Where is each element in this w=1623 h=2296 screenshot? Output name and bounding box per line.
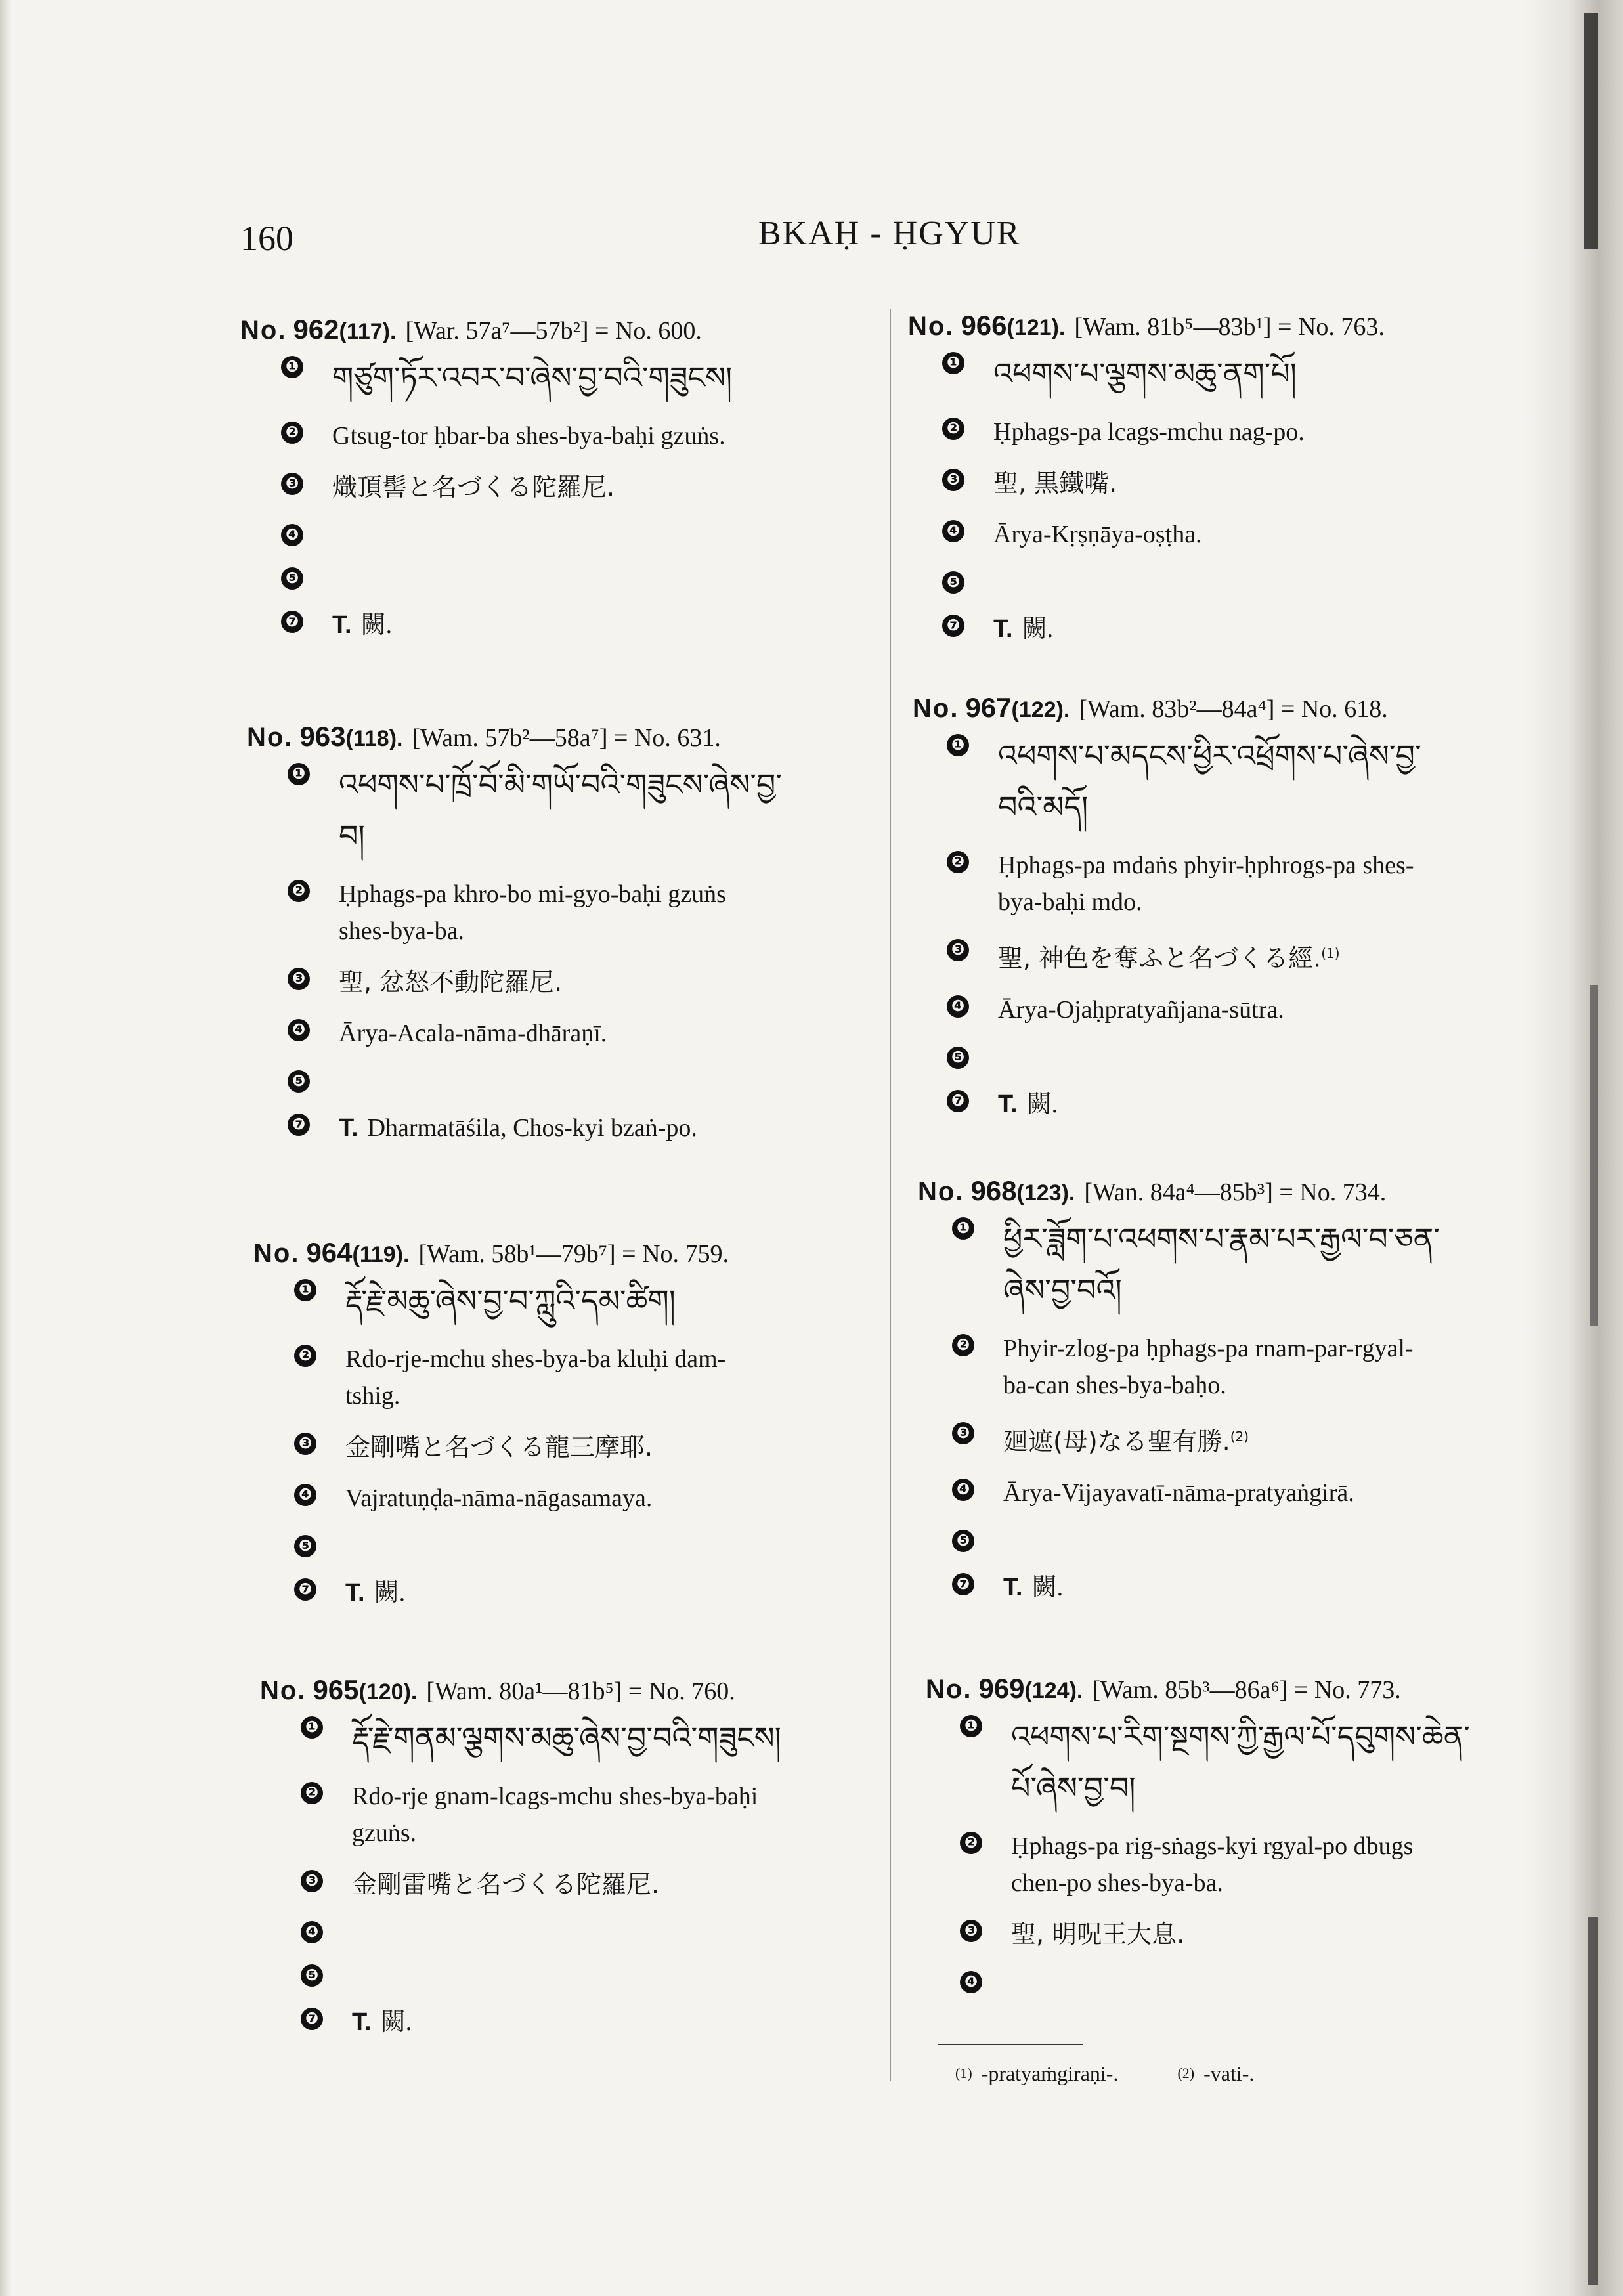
japanese-title: 聖, 忿怒不動陀羅尼.: [339, 968, 563, 997]
marker-7-icon: ❼: [288, 1114, 310, 1136]
marker-1-icon: ❶: [942, 352, 964, 374]
marker-1-icon: ❶: [294, 1279, 316, 1301]
marker-2-icon: ❷: [952, 1334, 974, 1356]
entry-header: No. 964(119). [Wam. 58b¹—79b⁷] = No. 759.: [253, 1237, 729, 1268]
marker-7-icon: ❼: [294, 1578, 316, 1601]
item-japanese: [294, 1429, 890, 1465]
spine-mark-top: [1584, 13, 1598, 249]
marker-2-icon: ❷: [942, 418, 964, 440]
item-translator: [952, 1569, 1548, 1606]
transliteration: Phyir-zlog-pa ḥphags-pa rnam-par-rgyal- ba-can shes-bya-baḥo.: [1003, 1335, 1414, 1399]
marker-2-icon: ❷: [281, 422, 303, 444]
item-5: [288, 1066, 884, 1095]
marker-5-icon: ❺: [281, 567, 303, 590]
translator: T. 闕.: [332, 611, 393, 639]
marker-1-icon: ❶: [947, 734, 969, 756]
marker-7-icon: ❼: [301, 2008, 323, 2030]
item-sanskrit: [960, 1967, 1556, 1996]
japanese-title: 金剛嘴と名づくる龍三摩耶.: [345, 1433, 653, 1462]
marker-4-icon: ❹: [281, 524, 303, 546]
tibetan-title: འཕགས་པ་མདངས་ཕྱིར་འཕྲོགས་པ་ཞེས་བྱ་ བའི་མདོ།: [998, 738, 1421, 825]
item-sanskrit: [947, 991, 1543, 1028]
spine-mark-middle: [1590, 985, 1598, 1326]
item-translator: [281, 607, 877, 643]
item-japanese: [301, 1866, 897, 1903]
entry-header: No. 963(118). [Wam. 57b²—58a⁷] = No. 631.: [247, 721, 721, 752]
japanese-title: 聖, 明呪王大息.: [1011, 1920, 1185, 1949]
entry-items: [260, 1712, 897, 2041]
item-sanskrit: [294, 1480, 890, 1517]
marker-3-icon: ❸: [947, 939, 969, 961]
item-transliteration: [947, 847, 1543, 921]
marker-2-icon: ❷: [294, 1345, 316, 1367]
entry-962: [240, 314, 877, 643]
marker-4-icon: ❹: [952, 1479, 974, 1501]
item-5: [301, 1960, 897, 1989]
japanese-title: 聖, 黒鐵嘴.: [993, 469, 1117, 498]
sanskrit-title: Vajratuṇḍa-nāma-nāgasamaya.: [345, 1484, 653, 1512]
transliteration: Ḥphags-pa khro-bo mi-gyo-baḥi gzuṅs shes-bya-ba.: [339, 880, 726, 945]
sanskrit-title: Ārya-Ojaḥpratyañjana-sūtra.: [998, 995, 1284, 1024]
item-japanese: [281, 469, 877, 506]
marker-4-icon: ❹: [301, 1921, 323, 1943]
marker-4-icon: ❹: [947, 995, 969, 1018]
sanskrit-title: [332, 520, 877, 549]
item-5: [952, 1526, 1548, 1555]
entry-items: [240, 352, 877, 643]
item-transliteration: [281, 418, 877, 454]
tibetan-title: འཕགས་པ་ལྕགས་མཆུ་ནག་པོ།: [993, 356, 1297, 391]
footnote-ref: (1): [1321, 945, 1340, 961]
entry-reference: [Wam. 83b²—84a⁴] = No. 618.: [1079, 695, 1388, 723]
entry-header: No. 966(121). [Wam. 81b⁵—83b¹] = No. 763.: [908, 310, 1385, 341]
japanese-title: 聖, 神色を奪ふと名づくる經.$^{(1)}$: [998, 943, 1340, 973]
item-tibetan: [288, 759, 884, 861]
entry-reference: [Wam. 85b³—86a⁶] = No. 773.: [1092, 1676, 1401, 1704]
item-japanese: [288, 964, 884, 1001]
marker-2-icon: ❷: [960, 1832, 982, 1854]
translator: T. 闕.: [345, 1579, 406, 1607]
translator: T. 闕.: [993, 615, 1054, 643]
entry-items: [908, 348, 1538, 647]
translator: T. 闕.: [998, 1090, 1058, 1118]
item-tibetan: [294, 1275, 890, 1326]
tibetan-title: རྡོ་རྗེ་གནམ་ལྕགས་མཆུ་ཞེས་བྱ་བའི་གཟུངས།: [352, 1720, 781, 1756]
item-transliteration: [942, 414, 1538, 450]
marker-3-icon: ❸: [288, 968, 310, 990]
entry-subnumber: (117).: [339, 319, 397, 344]
entry-969: [926, 1673, 1556, 1996]
entry-967: [913, 692, 1543, 1123]
item-5: [947, 1043, 1543, 1072]
entry-header: No. 965(120). [Wam. 80a¹—81b⁵] = No. 760.: [260, 1674, 735, 1705]
tibetan-title: འཕགས་པ་རིག་སྔགས་ཀྱི་རྒྱལ་པོ་དབུགས་ཆེན་ པོ་ཞེས་བྱ་བ།: [1011, 1719, 1470, 1806]
translator: T. Dharmatāśila, Chos-kyi bzaṅ-po.: [339, 1114, 697, 1142]
item-sanskrit: [281, 520, 877, 549]
marker-5-icon: ❺: [294, 1535, 316, 1557]
item-5: [281, 563, 877, 592]
sanskrit-title: Ārya-Kṛṣṇāya-oṣṭha.: [993, 521, 1202, 548]
item-translator: [947, 1086, 1543, 1123]
entry-966: [908, 310, 1538, 647]
entry-number: 962: [293, 314, 339, 345]
marker-4-icon: ❹: [942, 520, 964, 542]
tibetan-title: འཕགས་པ་ཁྲོ་བོ་མི་གཡོ་བའི་གཟུངས་ཞེས་བྱ་ བ།: [339, 767, 783, 854]
marker-5-icon: ❺: [952, 1530, 974, 1552]
entry-header: No. 967(122). [Wam. 83b²—84a⁴] = No. 618.: [913, 692, 1388, 723]
transliteration: Ḥphags-pa rig-sṅags-kyi rgyal-po dbugs chen-po shes-bya-ba.: [1011, 1832, 1414, 1897]
marker-1-icon: ❶: [952, 1217, 974, 1240]
marker-3-icon: ❸: [281, 473, 303, 495]
footnote-1-mark: (1): [955, 2065, 972, 2081]
entry-items: [253, 1275, 890, 1611]
entry-header: No. 969(124). [Wam. 85b³—86a⁶] = No. 773.: [926, 1673, 1401, 1704]
item-tibetan: [947, 730, 1543, 833]
entry-header: No. 968(123). [Wan. 84a⁴—85b³] = No. 734.: [918, 1175, 1387, 1206]
item-transliteration: [288, 876, 884, 949]
transliteration: Rdo-rje gnam-lcags-mchu shes-bya-baḥi gzuṅs.: [352, 1783, 758, 1847]
marker-1-icon: ❶: [960, 1715, 982, 1737]
marker-1-icon: ❶: [288, 763, 310, 785]
marker-7-icon: ❼: [947, 1090, 969, 1112]
japanese-title: 金剛雷嘴と名づくる陀羅尼.: [352, 1870, 660, 1899]
item-tibetan: [960, 1711, 1556, 1813]
entry-968: [918, 1175, 1548, 1606]
tibetan-title: རྡོ་རྗེ་མཆུ་ཞེས་བྱ་བ་ཀླུའི་དམ་ཚིག།: [345, 1283, 676, 1318]
entry-header: [240, 314, 877, 345]
marker-2-icon: ❷: [288, 880, 310, 902]
entry-reference: [Wam. 80a¹—81b⁵] = No. 760.: [426, 1678, 735, 1705]
item-transliteration: [952, 1330, 1548, 1404]
marker-2-icon: ❷: [947, 851, 969, 873]
japanese-title: 廻遮(母)なる聖有勝.$^{(2)}$: [1003, 1427, 1249, 1456]
footnote-ref: (2): [1230, 1429, 1249, 1444]
entry-963: [247, 721, 884, 1146]
entry-reference: [Wam. 58b¹—79b⁷] = No. 759.: [418, 1240, 729, 1268]
marker-2-icon: ❷: [301, 1782, 323, 1804]
running-head: BKAḤ - ḤGYUR: [758, 215, 1021, 252]
no-label: No.: [240, 316, 287, 345]
transliteration: Ḥphags-pa lcags-mchu nag-po.: [993, 418, 1305, 446]
marker-4-icon: ❹: [288, 1019, 310, 1041]
item-tibetan: [301, 1712, 897, 1764]
item-sanskrit: [288, 1015, 884, 1052]
marker-4-icon: ❹: [960, 1971, 982, 1993]
marker-1-icon: ❶: [301, 1716, 323, 1739]
item-transliteration: [294, 1341, 890, 1414]
item-tibetan: [952, 1213, 1548, 1316]
item-translator: [301, 2004, 897, 2041]
marker-3-icon: ❸: [942, 469, 964, 491]
item-japanese: [942, 465, 1538, 502]
marker-3-icon: ❸: [301, 1870, 323, 1892]
marker-3-icon: ❸: [294, 1433, 316, 1455]
item-japanese: [960, 1916, 1556, 1953]
item-5: [942, 567, 1538, 596]
entry-reference: [Wan. 84a⁴—85b³] = No. 734.: [1084, 1179, 1387, 1206]
item-japanese: [947, 935, 1543, 977]
transliteration: Gtsug-tor ḥbar-ba shes-bya-baḥi gzuṅs.: [332, 422, 725, 450]
entry-items: [926, 1711, 1556, 1996]
entry-964: [253, 1237, 890, 1611]
entry-items: [918, 1213, 1548, 1606]
marker-4-icon: ❹: [294, 1484, 316, 1506]
item-sanskrit: [952, 1475, 1548, 1511]
item-translator: [942, 611, 1538, 647]
item-5: [294, 1531, 890, 1560]
item-sanskrit: [301, 1917, 897, 1946]
marker-5-icon: ❺: [301, 1964, 323, 1987]
item-translator: [288, 1110, 884, 1146]
entry-965: [260, 1674, 897, 2041]
entry-items: [913, 730, 1543, 1123]
spine-mark-bottom: [1588, 1917, 1598, 2285]
page-number: 160: [240, 219, 293, 258]
footnote-1-text: -pratyaṁgiraṇi-.: [981, 2062, 1119, 2085]
item-tibetan: [281, 352, 877, 403]
item-translator: [294, 1574, 890, 1611]
marker-3-icon: ❸: [960, 1920, 982, 1942]
marker-1-icon: ❶: [281, 356, 303, 378]
footnote-2-text: -vati-.: [1203, 2062, 1255, 2085]
marker-5-icon: ❺: [947, 1047, 969, 1069]
entry-reference: [Wam. 57b²—58a⁷] = No. 631.: [412, 724, 721, 752]
sanskrit-title: Ārya-Acala-nāma-dhāraṇī.: [339, 1020, 607, 1047]
footnote-2-mark: (2): [1177, 2065, 1195, 2081]
transliteration: Rdo-rje-mchu shes-bya-ba kluḥi dam- tshig.: [345, 1345, 726, 1410]
marker-7-icon: ❼: [942, 615, 964, 637]
tibetan-title: ཕྱིར་ཟློག་པ་འཕགས་པ་རྣམ་པར་རྒྱལ་བ་ཅན་ ཞེས་བྱ་བའོ།: [1003, 1221, 1440, 1308]
entry-reference: [Wam. 81b⁵—83b¹] = No. 763.: [1074, 313, 1385, 341]
marker-5-icon: ❺: [942, 571, 964, 594]
item-transliteration: [960, 1828, 1556, 1901]
item-sanskrit: [942, 516, 1538, 553]
marker-5-icon: ❺: [288, 1070, 310, 1093]
transliteration: Ḥphags-pa mdaṅs phyir-ḥphrogs-pa shes- bya-baḥi mdo.: [998, 852, 1414, 916]
marker-7-icon: ❼: [952, 1573, 974, 1595]
japanese-title: 熾頂髻と名づくる陀羅尼.: [332, 473, 615, 502]
entry-items: [247, 759, 884, 1146]
marker-7-icon: ❼: [281, 611, 303, 633]
translator: T. 闕.: [352, 2008, 412, 2036]
footnotes: [955, 2062, 1254, 2086]
marker-3-icon: ❸: [952, 1422, 974, 1444]
tibetan-title: གཙུག་ཏོར་འབར་བ་ཞེས་བྱ་བའི་གཟུངས།: [332, 360, 733, 395]
translator: T. 闕.: [1003, 1573, 1064, 1601]
footnote-rule: [938, 2044, 1083, 2045]
entry-reference: [War. 57a⁷—57b²] = No. 600.: [405, 317, 702, 345]
item-transliteration: [301, 1778, 897, 1852]
page-left-edge: [0, 0, 12, 2296]
item-tibetan: [942, 348, 1538, 399]
item-japanese: [952, 1418, 1548, 1460]
sanskrit-title: Ārya-Vijayavatī-nāma-pratyaṅgirā.: [1003, 1479, 1354, 1507]
